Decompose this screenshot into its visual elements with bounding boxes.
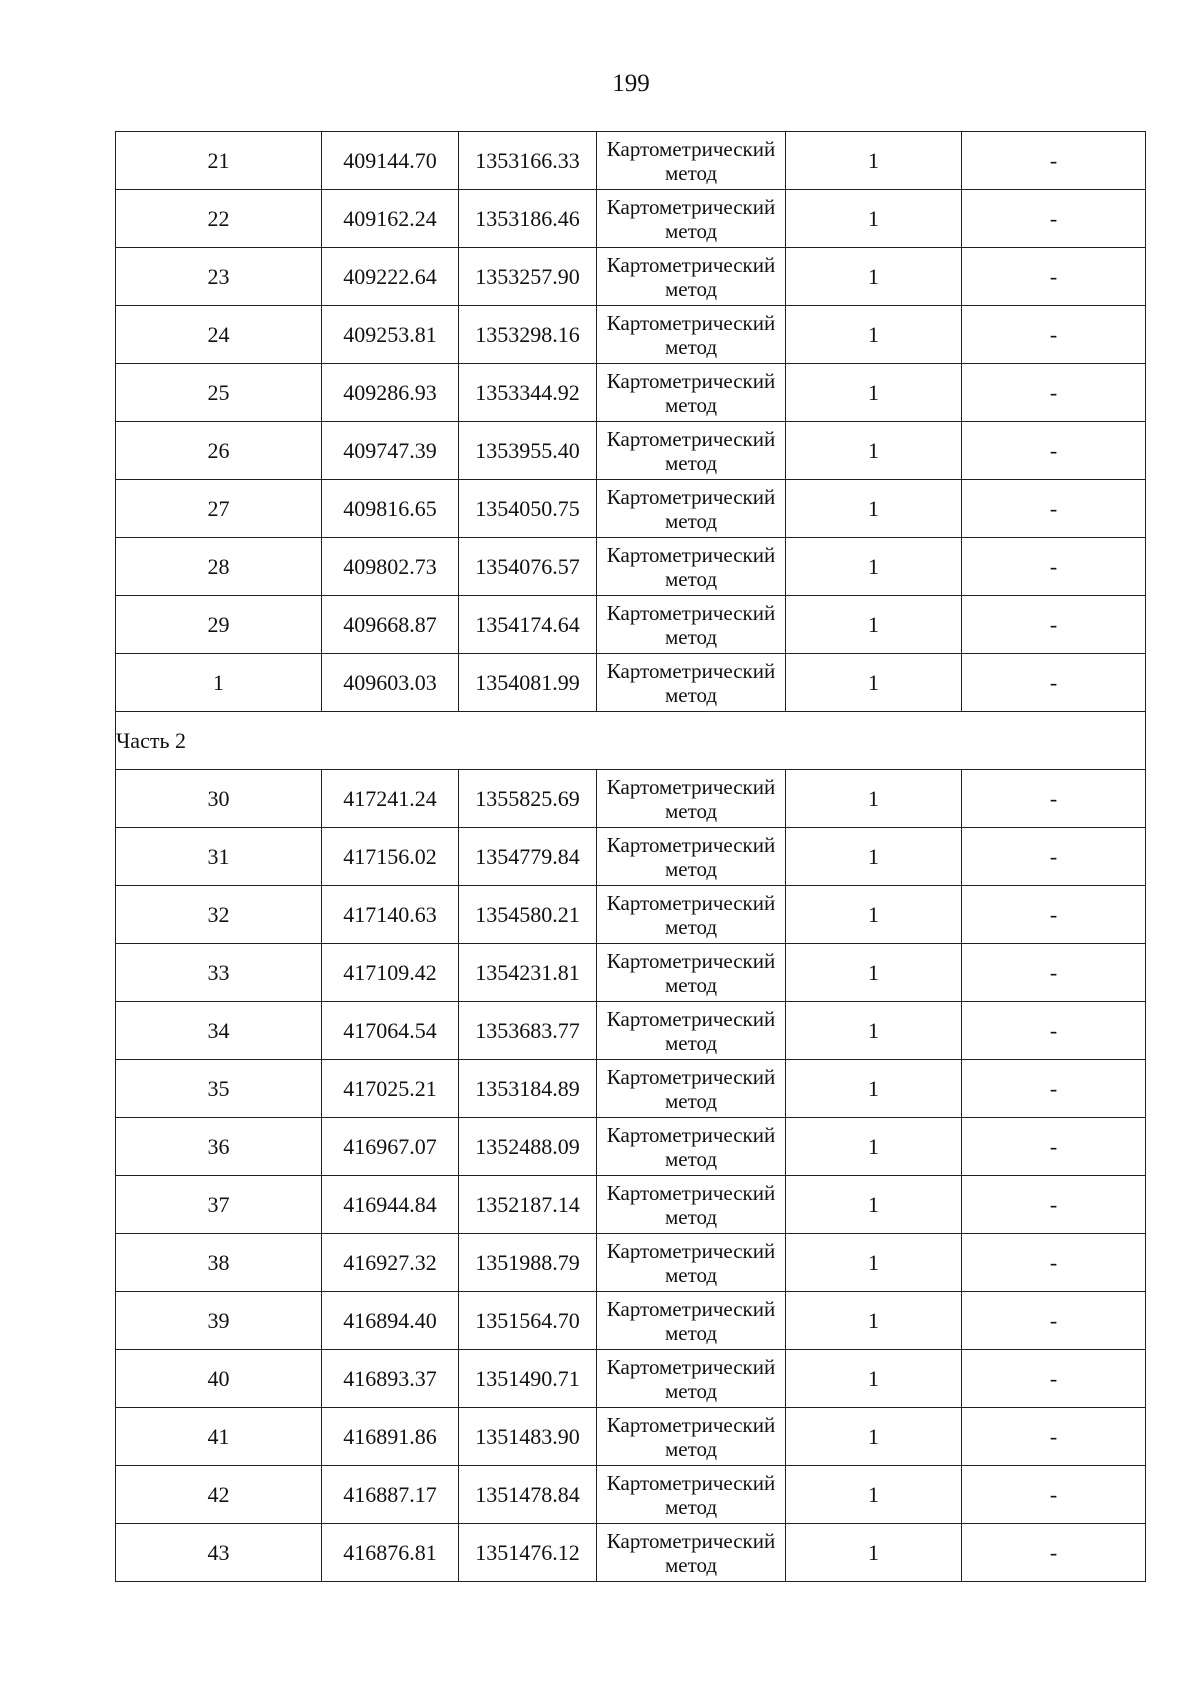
x-coordinate-cell: 409144.70 [322,132,459,190]
method-cell: Картометрический метод [597,132,786,190]
point-number-cell: 40 [116,1350,322,1408]
description-cell: - [962,1292,1146,1350]
description-cell: - [962,654,1146,712]
x-coordinate-cell: 409286.93 [322,364,459,422]
y-coordinate-cell: 1351988.79 [459,1234,597,1292]
table-row [116,190,1146,248]
accuracy-cell: 1 [786,480,962,538]
table-row [116,770,1146,828]
method-cell: Картометрический метод [597,1408,786,1466]
y-coordinate-cell: 1354050.75 [459,480,597,538]
description-cell: - [962,828,1146,886]
point-number-cell: 26 [116,422,322,480]
point-number-cell: 42 [116,1466,322,1524]
accuracy-cell: 1 [786,364,962,422]
table-row [116,364,1146,422]
x-coordinate-cell: 409162.24 [322,190,459,248]
method-cell: Картометрический метод [597,248,786,306]
y-coordinate-cell: 1352187.14 [459,1176,597,1234]
method-cell: Картометрический метод [597,1292,786,1350]
x-coordinate-cell: 409802.73 [322,538,459,596]
point-number-cell: 35 [116,1060,322,1118]
description-cell: - [962,1524,1146,1582]
point-number-cell: 34 [116,1002,322,1060]
accuracy-cell: 1 [786,1408,962,1466]
description-cell: - [962,1002,1146,1060]
y-coordinate-cell: 1353166.33 [459,132,597,190]
accuracy-cell: 1 [786,1524,962,1582]
accuracy-cell: 1 [786,770,962,828]
description-cell: - [962,480,1146,538]
y-coordinate-cell: 1355825.69 [459,770,597,828]
y-coordinate-cell: 1353344.92 [459,364,597,422]
method-cell: Картометрический метод [597,770,786,828]
x-coordinate-cell: 416927.32 [322,1234,459,1292]
y-coordinate-cell: 1354076.57 [459,538,597,596]
accuracy-cell: 1 [786,944,962,1002]
description-cell: - [962,306,1146,364]
accuracy-cell: 1 [786,1176,962,1234]
y-coordinate-cell: 1353298.16 [459,306,597,364]
x-coordinate-cell: 416967.07 [322,1118,459,1176]
point-number-cell: 33 [116,944,322,1002]
point-number-cell: 38 [116,1234,322,1292]
x-coordinate-cell: 416894.40 [322,1292,459,1350]
description-cell: - [962,364,1146,422]
table-row [116,480,1146,538]
point-number-cell: 36 [116,1118,322,1176]
point-number-cell: 41 [116,1408,322,1466]
table-row [116,306,1146,364]
point-number-cell: 29 [116,596,322,654]
x-coordinate-cell: 417109.42 [322,944,459,1002]
accuracy-cell: 1 [786,1234,962,1292]
point-number-cell: 39 [116,1292,322,1350]
accuracy-cell: 1 [786,1292,962,1350]
table-row [116,1060,1146,1118]
description-cell: - [962,596,1146,654]
description-cell: - [962,1118,1146,1176]
y-coordinate-cell: 1353186.46 [459,190,597,248]
table-row [116,1292,1146,1350]
point-number-cell: 28 [116,538,322,596]
y-coordinate-cell: 1354231.81 [459,944,597,1002]
coordinates-table-body [116,132,1146,1582]
accuracy-cell: 1 [786,190,962,248]
x-coordinate-cell: 409668.87 [322,596,459,654]
accuracy-cell: 1 [786,248,962,306]
x-coordinate-cell: 409816.65 [322,480,459,538]
accuracy-cell: 1 [786,538,962,596]
method-cell: Картометрический метод [597,1466,786,1524]
method-cell: Картометрический метод [597,190,786,248]
point-number-cell: 25 [116,364,322,422]
method-cell: Картометрический метод [597,654,786,712]
point-number-cell: 23 [116,248,322,306]
x-coordinate-cell: 416891.86 [322,1408,459,1466]
method-cell: Картометрический метод [597,422,786,480]
description-cell: - [962,1408,1146,1466]
point-number-cell: 32 [116,886,322,944]
table-row [116,1524,1146,1582]
table-row [116,596,1146,654]
x-coordinate-cell: 409253.81 [322,306,459,364]
point-number-cell: 27 [116,480,322,538]
method-cell: Картометрический метод [597,1234,786,1292]
method-cell: Картометрический метод [597,538,786,596]
accuracy-cell: 1 [786,1466,962,1524]
x-coordinate-cell: 417064.54 [322,1002,459,1060]
x-coordinate-cell: 409747.39 [322,422,459,480]
accuracy-cell: 1 [786,1002,962,1060]
x-coordinate-cell: 416893.37 [322,1350,459,1408]
y-coordinate-cell: 1351478.84 [459,1466,597,1524]
x-coordinate-cell: 409222.64 [322,248,459,306]
x-coordinate-cell: 417156.02 [322,828,459,886]
x-coordinate-cell: 417140.63 [322,886,459,944]
point-number-cell: 43 [116,1524,322,1582]
y-coordinate-cell: 1351483.90 [459,1408,597,1466]
method-cell: Картометрический метод [597,886,786,944]
x-coordinate-cell: 416887.17 [322,1466,459,1524]
table-row [116,654,1146,712]
y-coordinate-cell: 1354580.21 [459,886,597,944]
page-number: 199 [612,70,650,97]
description-cell: - [962,1176,1146,1234]
accuracy-cell: 1 [786,828,962,886]
table-row [116,422,1146,480]
description-cell: - [962,422,1146,480]
description-cell: - [962,770,1146,828]
x-coordinate-cell: 417025.21 [322,1060,459,1118]
description-cell: - [962,1350,1146,1408]
table-row [116,828,1146,886]
table-row [116,1350,1146,1408]
x-coordinate-cell: 416876.81 [322,1524,459,1582]
method-cell: Картометрический метод [597,1176,786,1234]
description-cell: - [962,1234,1146,1292]
y-coordinate-cell: 1353955.40 [459,422,597,480]
y-coordinate-cell: 1351490.71 [459,1350,597,1408]
y-coordinate-cell: 1354174.64 [459,596,597,654]
description-cell: - [962,886,1146,944]
y-coordinate-cell: 1353257.90 [459,248,597,306]
table-row [116,132,1146,190]
x-coordinate-cell: 409603.03 [322,654,459,712]
description-cell: - [962,1466,1146,1524]
point-number-cell: 21 [116,132,322,190]
point-number-cell: 37 [116,1176,322,1234]
table-row [116,1408,1146,1466]
table-row [116,1234,1146,1292]
coordinates-table [115,131,1146,1582]
y-coordinate-cell: 1351476.12 [459,1524,597,1582]
accuracy-cell: 1 [786,1350,962,1408]
method-cell: Картометрический метод [597,828,786,886]
y-coordinate-cell: 1351564.70 [459,1292,597,1350]
point-number-cell: 30 [116,770,322,828]
table-row [116,1002,1146,1060]
y-coordinate-cell: 1354081.99 [459,654,597,712]
description-cell: - [962,538,1146,596]
x-coordinate-cell: 416944.84 [322,1176,459,1234]
table-row [116,538,1146,596]
table-row [116,1118,1146,1176]
accuracy-cell: 1 [786,132,962,190]
y-coordinate-cell: 1353683.77 [459,1002,597,1060]
table-row [116,1176,1146,1234]
accuracy-cell: 1 [786,422,962,480]
accuracy-cell: 1 [786,596,962,654]
accuracy-cell: 1 [786,886,962,944]
section-label: Часть 2 [116,712,1146,770]
method-cell: Картометрический метод [597,306,786,364]
table-row [116,248,1146,306]
y-coordinate-cell: 1354779.84 [459,828,597,886]
table-row [116,886,1146,944]
table-row [116,1466,1146,1524]
method-cell: Картометрический метод [597,480,786,538]
method-cell: Картометрический метод [597,1524,786,1582]
description-cell: - [962,944,1146,1002]
accuracy-cell: 1 [786,1118,962,1176]
section-row [116,712,1146,770]
point-number-cell: 31 [116,828,322,886]
point-number-cell: 1 [116,654,322,712]
description-cell: - [962,132,1146,190]
method-cell: Картометрический метод [597,1118,786,1176]
accuracy-cell: 1 [786,654,962,712]
method-cell: Картометрический метод [597,1060,786,1118]
method-cell: Картометрический метод [597,944,786,1002]
accuracy-cell: 1 [786,1060,962,1118]
method-cell: Картометрический метод [597,1350,786,1408]
point-number-cell: 22 [116,190,322,248]
method-cell: Картометрический метод [597,596,786,654]
y-coordinate-cell: 1352488.09 [459,1118,597,1176]
accuracy-cell: 1 [786,306,962,364]
description-cell: - [962,1060,1146,1118]
y-coordinate-cell: 1353184.89 [459,1060,597,1118]
description-cell: - [962,248,1146,306]
x-coordinate-cell: 417241.24 [322,770,459,828]
table-row [116,944,1146,1002]
method-cell: Картометрический метод [597,1002,786,1060]
point-number-cell: 24 [116,306,322,364]
description-cell: - [962,190,1146,248]
method-cell: Картометрический метод [597,364,786,422]
